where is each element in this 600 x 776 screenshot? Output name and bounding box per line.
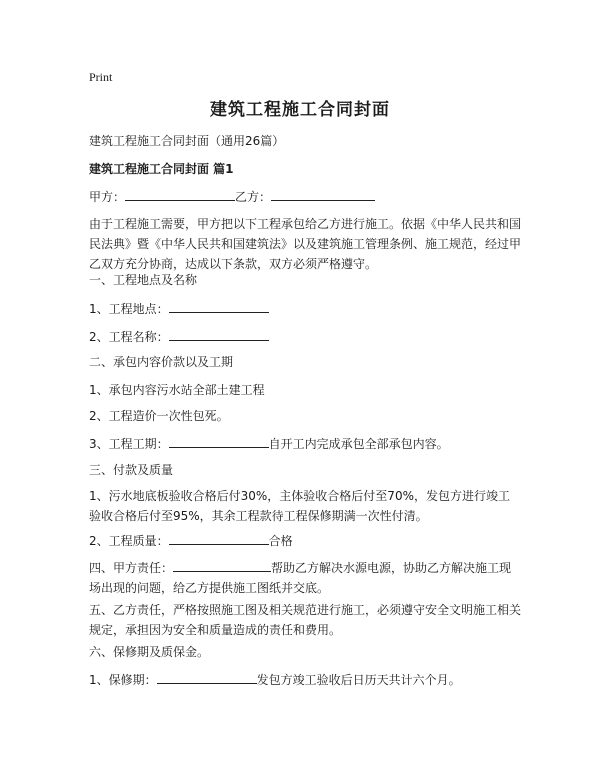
warranty-blank <box>157 669 257 684</box>
party-a-duty-paragraph <box>89 557 521 598</box>
party-b-blank <box>271 186 375 201</box>
construction-period-label: 3、工程工期： <box>89 437 169 451</box>
section-1-title: 一、工程地点及名称 <box>89 273 198 287</box>
party-a-duty-label: 四、甲方责任： <box>89 561 174 575</box>
page-title: 建筑工程施工合同封面 <box>210 100 390 120</box>
parties-line <box>89 186 375 207</box>
section-heading: 建筑工程施工合同封面 篇1 <box>89 162 234 176</box>
contract-scope-item: 1、承包内容污水站全部土建工程 <box>89 383 265 397</box>
work-location-line <box>89 298 269 319</box>
warranty-line <box>89 669 461 690</box>
quality-blank <box>169 530 269 545</box>
construction-period-suffix: 自开工内完成承包全部承包内容。 <box>268 437 449 451</box>
construction-period-blank <box>169 433 269 448</box>
payment-paragraph: 1、污水地底板验收合格后付30%，主体验收合格后付至70%，发包方进行竣工验收合格后付至95%，其余工程款待工程保修期满一次性付清。 <box>89 489 510 523</box>
contract-price-item: 2、工程造价一次性包死。 <box>89 409 229 423</box>
warranty-label: 1、保修期： <box>89 673 157 687</box>
work-name-blank <box>169 326 269 341</box>
section-3-title: 三、付款及质量 <box>89 463 174 477</box>
print-link[interactable]: Print <box>89 70 113 84</box>
warranty-suffix: 发包方竣工验收后日历天共计六个月。 <box>256 673 461 687</box>
subtitle: 建筑工程施工合同封面（通用26篇） <box>89 134 285 148</box>
party-a-duty-blank <box>173 557 271 572</box>
work-name-line <box>89 326 269 347</box>
section-6-title: 六、保修期及质保金。 <box>89 645 210 659</box>
party-b-label: 乙方： <box>235 190 272 204</box>
quality-suffix: 合格 <box>268 534 293 548</box>
work-location-blank <box>169 298 269 313</box>
section-2-title: 二、承包内容价款以及工期 <box>89 355 234 369</box>
party-a-blank <box>125 186 235 201</box>
work-name-label: 2、工程名称： <box>89 330 169 344</box>
quality-line <box>89 530 293 551</box>
intro-paragraph: 由于工程施工需要，甲方把以下工程承包给乙方进行施工。依据《中华人民共和国民法典》暨《中华人民共和国建筑法》以及建筑施工管理条例、施工规范，经过甲乙双方充分协商，达成以下条款，双方必须严格遵守。 <box>89 217 522 271</box>
party-b-duty-paragraph: 五、乙方责任，严格按照施工图及相关规范进行施工，必须遵守安全文明施工相关规定，承担因为安全和质量造成的责任和费用。 <box>89 603 522 637</box>
construction-period-line <box>89 433 449 454</box>
quality-label: 2、工程质量： <box>89 534 169 548</box>
work-location-label: 1、工程地点： <box>89 302 169 316</box>
party-a-label: 甲方： <box>89 190 126 204</box>
party-a-duty-text: 帮助乙方解决水源电源，协助乙方解决施工现场出现的问题，给乙方提供施工图纸并交底。 <box>89 561 512 595</box>
